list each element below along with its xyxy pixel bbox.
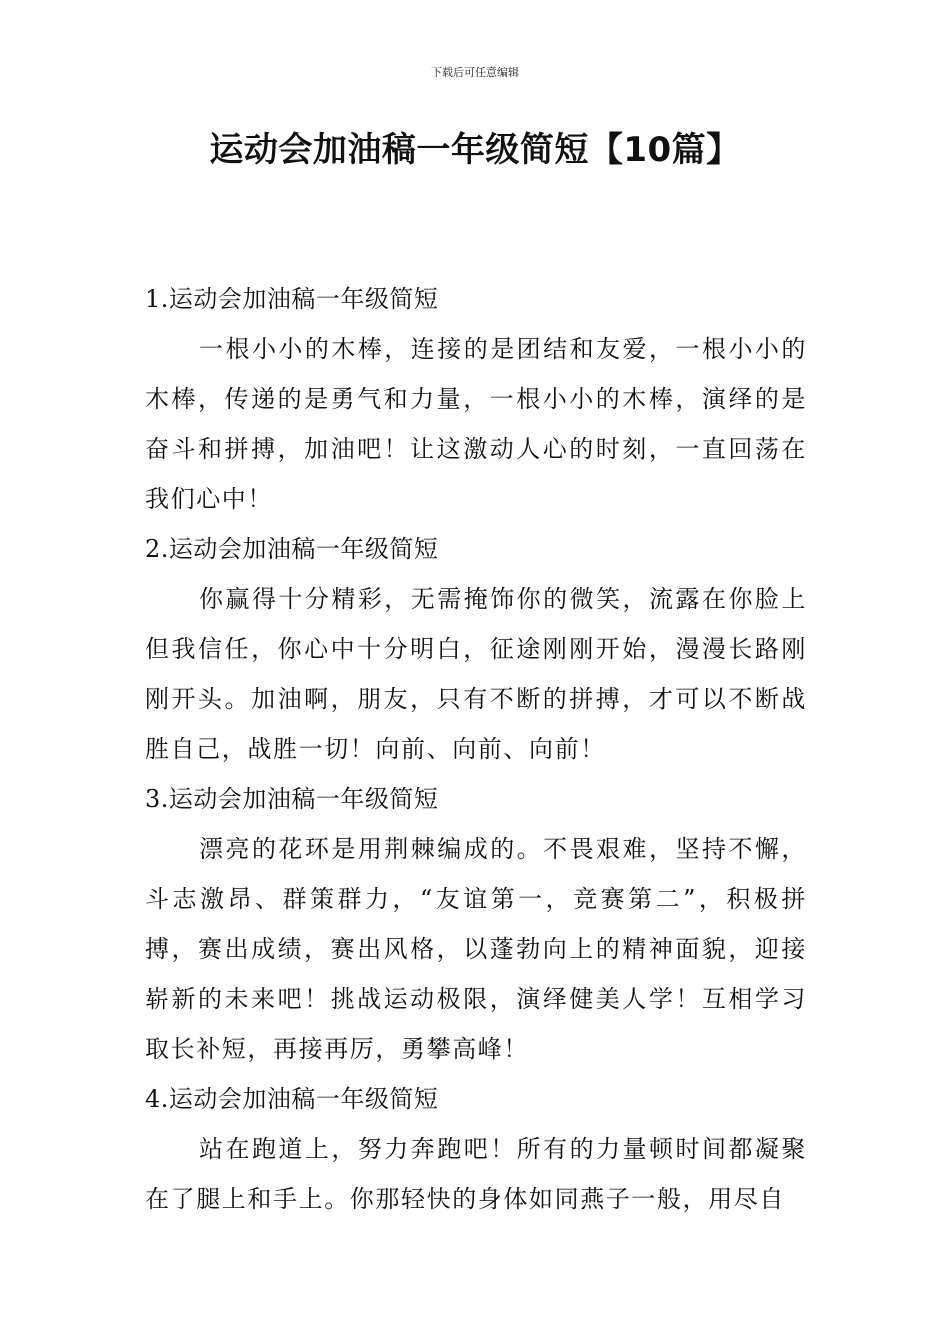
section-heading: 3.运动会加油稿一年级简短 (145, 785, 439, 813)
section-4 (145, 1074, 807, 1224)
section-paragraph: 漂亮的花环是用荆棘编成的。不畏艰难，坚持不懈，斗志激昂、群策群力，“友谊第一，竞赛第二”，积极拼搏，赛出成绩，赛出风格，以蓬勃向上的精神面貌，迎接崭新的未来吧！挑战运动极限，演绎健美人学！互相学习取长补短，再接再厉，勇攀高峰！ (145, 835, 807, 1063)
document-content (145, 274, 807, 1224)
section-paragraph: 站在跑道上，努力奔跑吧！所有的力量顿时间都凝聚在了腿上和手上。你那轻快的身体如同燕子一般，用尽自 (145, 1135, 807, 1213)
section-heading: 4.运动会加油稿一年级简短 (145, 1085, 439, 1113)
header-note: 下载后可任意编辑 (431, 66, 519, 79)
section-1 (145, 274, 807, 524)
section-2 (145, 524, 807, 774)
document-title: 运动会加油稿一年级简短【10篇】 (209, 130, 741, 170)
section-heading: 2.运动会加油稿一年级简短 (145, 535, 439, 563)
section-3 (145, 774, 807, 1074)
section-heading: 1.运动会加油稿一年级简短 (145, 285, 439, 313)
section-paragraph: 一根小小的木棒，连接的是团结和友爱，一根小小的木棒，传递的是勇气和力量，一根小小的木棒，演绎的是奋斗和拼搏，加油吧！让这激动人心的时刻，一直回荡在我们心中！ (145, 335, 807, 513)
section-paragraph: 你赢得十分精彩，无需掩饰你的微笑，流露在你脸上但我信任，你心中十分明白，征途刚刚开始，漫漫长路刚刚开头。加油啊，朋友，只有不断的拼搏，才可以不断战胜自己，战胜一切！向前、向前、向前！ (145, 585, 807, 763)
